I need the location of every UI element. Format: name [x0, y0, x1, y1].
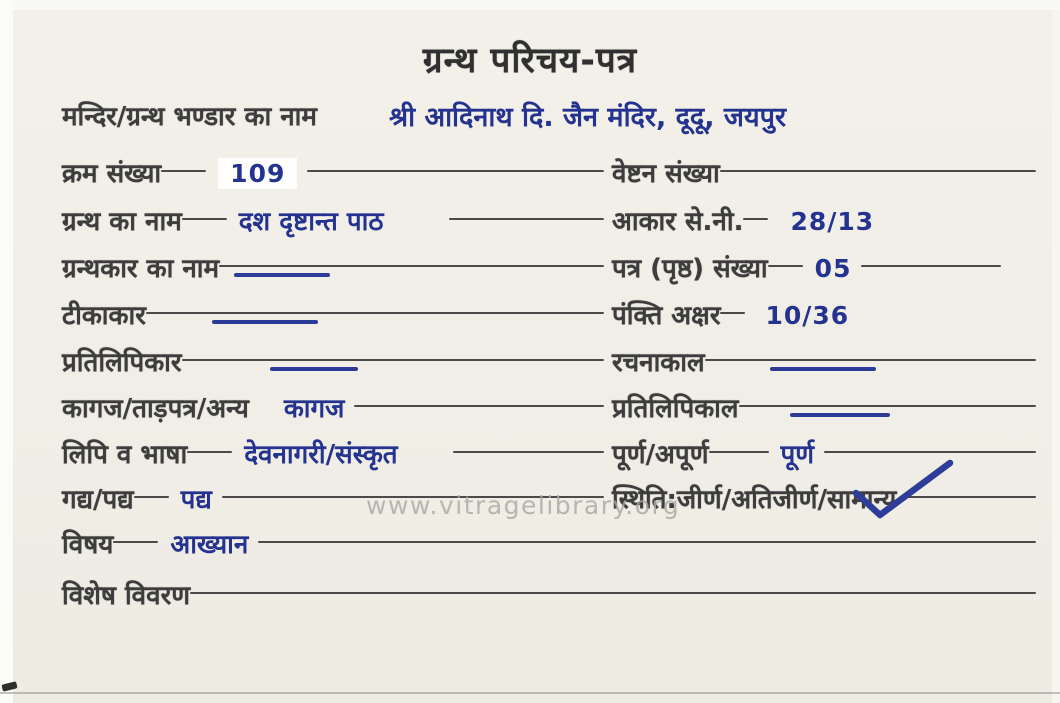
rachnakal-label: रचनाकाल — [612, 348, 705, 378]
kagaj-label: कागज/ताड़पत्र/अन्य — [62, 394, 249, 424]
sthiti-label: स्थिति:जीर्ण/अतिजीर्ण/सामान्य — [612, 485, 897, 515]
rule-line — [743, 218, 768, 220]
field-row-sthiti — [612, 484, 1036, 528]
field-row-pratilipikal — [612, 393, 1036, 437]
aakar-label: आकार से.नी. — [612, 207, 744, 237]
aakar-value: 28/13 — [790, 207, 875, 236]
rule-line — [113, 541, 158, 543]
mandir-name-value: श्री आदिनाथ दि. जैन मंदिर, दूदू, जयपुर — [388, 102, 787, 133]
field-row-mandir-name — [62, 101, 1036, 145]
field-row-rachnakal — [612, 347, 1036, 391]
pankti-akshar-value: 10/36 — [765, 301, 850, 330]
rule-line — [161, 170, 206, 172]
lipi-bhasha-label: लिपि व भाषा — [62, 440, 188, 470]
rule-line — [861, 265, 1001, 267]
rule-line — [146, 312, 604, 314]
granth-naam-label: ग्रन्थ का नाम — [62, 207, 182, 237]
field-row-kram-sankhya — [62, 158, 604, 202]
rule-line — [354, 405, 604, 407]
field-row-vishesh-vivran — [62, 580, 1036, 624]
mandir-name-label: मन्दिर/ग्रन्थ भण्डार का नाम — [62, 102, 317, 132]
patra-sankhya-label: पत्र (पृष्ठ) संख्या — [612, 254, 768, 284]
veshtan-sankhya-label: वेष्टन संख्या — [612, 159, 720, 189]
field-row-purn-apurn — [612, 439, 1036, 483]
field-row-aakar — [612, 206, 1036, 250]
rule-line — [824, 451, 1036, 453]
lipi-bhasha-value: देवनागरी/संस्कृत — [244, 440, 398, 470]
tikakar-label: टीकाकार — [62, 301, 146, 331]
rule-line — [219, 265, 604, 267]
field-row-patra-sankhya — [612, 253, 1036, 297]
field-row-gadya-padya — [62, 484, 604, 528]
rule-line — [739, 405, 1036, 407]
rule-line — [709, 451, 769, 453]
patra-sankhya-value: 05 — [814, 254, 852, 283]
field-row-pankti-akshar — [612, 300, 1036, 344]
gadya-padya-value: पद्य — [180, 485, 212, 515]
vishesh-vivran-label: विशेष विवरण — [62, 581, 191, 611]
field-row-veshtan-sankhya — [612, 158, 1036, 202]
form-title: ग्रन्थ परिचय-पत्र — [422, 41, 638, 81]
kram-sankhya-value: 109 — [218, 158, 297, 189]
watermark-text: www.vitragelibrary.org — [366, 491, 681, 520]
kram-sankhya-label: क्रम संख्या — [62, 159, 162, 189]
pankti-akshar-label: पंक्ति अक्षर — [612, 301, 721, 331]
rule-line — [705, 359, 1036, 361]
vishay-value: आख्यान — [170, 530, 249, 560]
rule-line — [182, 359, 604, 361]
granthkar-label: ग्रन्थकार का नाम — [62, 254, 220, 284]
scan-artifact-line — [0, 692, 1060, 694]
rule-line — [449, 218, 605, 220]
rule-line — [187, 451, 232, 453]
rule-line — [182, 218, 227, 220]
rule-line — [453, 451, 604, 453]
blue-dash-mark — [212, 320, 318, 324]
rule-line — [720, 312, 745, 314]
field-row-kagaj — [62, 393, 604, 437]
field-row-vishay — [62, 529, 1036, 573]
blue-dash-mark — [270, 367, 358, 371]
granth-naam-value: दश दृष्टान्त पाठ — [238, 207, 384, 237]
rule-line — [190, 592, 1036, 594]
field-row-granth-naam — [62, 206, 604, 250]
scan-artifact-mark — [1, 681, 17, 691]
field-row-tikakar — [62, 300, 604, 344]
field-row-lipi-bhasha — [62, 439, 604, 483]
gadya-padya-label: गद्य/पद्य — [62, 485, 134, 515]
rule-line — [720, 170, 1036, 172]
rule-line — [134, 496, 169, 498]
checkmark-icon — [848, 457, 958, 523]
purn-apurn-value: पूर्ण — [780, 440, 815, 470]
rule-line — [768, 265, 803, 267]
pratilipikar-label: प्रतिलिपिकार — [62, 348, 182, 378]
rule-line — [222, 496, 604, 498]
blue-dash-mark — [790, 413, 890, 417]
purn-apurn-label: पूर्ण/अपूर्ण — [612, 440, 709, 470]
field-row-pratilipikar — [62, 347, 604, 391]
vishay-label: विषय — [62, 530, 114, 560]
kagaj-value: कागज — [283, 394, 345, 424]
blue-dash-mark — [234, 273, 330, 277]
field-row-granthkar — [62, 253, 604, 297]
blue-dash-mark — [770, 367, 876, 371]
rule-line — [307, 170, 604, 172]
pratilipikal-label: प्रतिलिपिकाल — [612, 394, 739, 424]
rule-line — [258, 541, 1036, 543]
